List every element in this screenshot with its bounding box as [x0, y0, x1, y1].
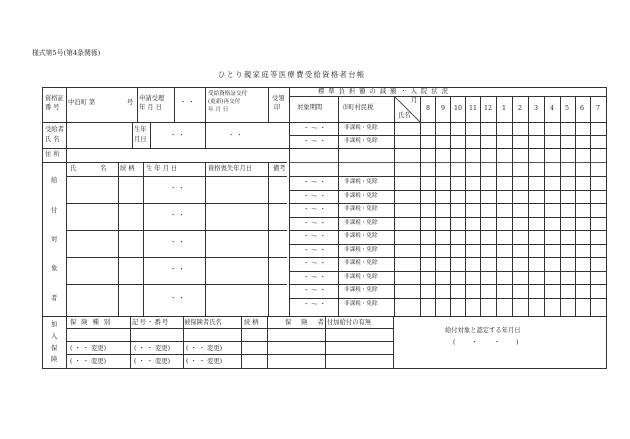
beneficiary-birth-date: ・ ・ [170, 239, 185, 246]
month-col: 1 [502, 105, 507, 112]
tax-value: 非課税・免除 [344, 193, 378, 199]
period-value: ・ ～ ・ [303, 260, 326, 267]
period-header: 対象期間 [297, 104, 323, 111]
benefit-date-label: 給付対象と認定する年月日 [445, 327, 521, 334]
tax-value: 非課税・免除 [344, 247, 378, 253]
birth-label-2: 月日 [134, 136, 147, 143]
birth-label: 生年 [134, 126, 147, 133]
insurance-vlabel: 険 [51, 356, 58, 363]
tax-value: 非課税・免除 [344, 179, 378, 185]
tax-value: 非課税・免除 [344, 206, 378, 212]
birth-col-header: 生 年 月 日 [146, 165, 178, 172]
insurance-change: ( ・ ・ 変更) [70, 345, 107, 352]
month-col: 11 [469, 105, 478, 112]
receipt-label-2: 印 [274, 104, 281, 111]
insurance-type-header: 保 険 種 別 [70, 319, 112, 326]
month-header: 月 [411, 97, 418, 104]
tax-value: 非課税・免除 [344, 260, 378, 266]
month-col: 8 [426, 105, 431, 112]
insurance-change: ( ・ ・ 変更) [70, 358, 107, 365]
beneficiary-birth-date: ・ ・ [170, 185, 185, 192]
month-col: 5 [565, 105, 570, 112]
loss-col-header: 資格喪失年月日 [208, 165, 253, 172]
insurance-code-header: 記号・番号 [132, 319, 170, 326]
month-col: 3 [534, 105, 539, 112]
receipt-label: 受領 [272, 95, 285, 102]
tax-value: 非課税・免除 [344, 233, 378, 239]
tax-value: 非課税・免除 [344, 138, 378, 144]
cert-no-label-2: 番 号 [45, 104, 60, 111]
period-value: ・ ～ ・ [303, 125, 326, 132]
recipient-birth-date: ・ ・ [170, 132, 185, 139]
form-title: ひとり親家庭等医療費受給資格者台帳 [218, 70, 366, 79]
insurance-vlabel: 入 [51, 333, 58, 340]
month-col: 10 [454, 105, 463, 112]
town-prefix: 中泊町 第 [68, 99, 96, 106]
beneficiary-vlabel: 象 [51, 265, 58, 272]
period-value: ・ ～ ・ [303, 206, 326, 213]
reissue-label: 受給資格証交付 [208, 91, 248, 97]
insurance-change: ( ・ ・ 変更) [186, 345, 223, 352]
recipient-label: 受給者 [45, 126, 64, 133]
insured-name-header: 被保険者氏名 [184, 319, 222, 326]
tax-value: 非課税・免除 [344, 125, 378, 131]
name-col-header: 氏 名 [70, 165, 107, 172]
period-value: ・ ～ ・ [303, 287, 326, 294]
benefit-date-value: ( ・ ・ ) [453, 339, 519, 346]
form-code: 様式第5号(第4条関係) [32, 49, 101, 57]
insurance-vlabel: 保 [51, 345, 58, 352]
insurance-change: ( ・ ・ 変更) [134, 358, 171, 365]
address-label: 住 所 [45, 151, 60, 158]
beneficiary-vlabel: 者 [51, 295, 58, 302]
insurance-change: ( ・ ・ 変更) [186, 358, 223, 365]
period-value: ・ ～ ・ [303, 138, 326, 145]
reissue-label-2: (更新)再交付 [208, 99, 241, 105]
month-col: 7 [596, 105, 601, 112]
month-col: 4 [550, 105, 555, 112]
insurance-vlabel: 加 [51, 321, 58, 328]
insurance-change: ( ・ ・ 変更) [134, 345, 171, 352]
period-value: ・ ～ ・ [303, 247, 326, 254]
tax-value: 非課税・免除 [344, 301, 378, 307]
recipient-label-2: 氏 名 [45, 136, 60, 143]
reissue-label-3: 年 月 日 [208, 107, 229, 113]
name-header: 氏名 [398, 112, 411, 119]
period-value: ・ ～ ・ [303, 301, 326, 308]
apply-label: 申請受理 [139, 95, 165, 102]
tax-value: 非課税・免除 [344, 287, 378, 293]
beneficiary-birth-date: ・ ・ [170, 295, 185, 302]
month-col: 9 [441, 105, 446, 112]
period-value: ・ ～ ・ [303, 274, 326, 281]
beneficiary-birth-date: ・ ・ [170, 212, 185, 219]
cert-no-label: 資格証 [45, 95, 64, 102]
period-value: ・ ～ ・ [303, 233, 326, 240]
apply-date: ・ ・ [180, 99, 195, 106]
period-value: ・ ～ ・ [303, 220, 326, 227]
beneficiary-birth-date: ・ ・ [170, 266, 185, 273]
tax-value: 非課税・免除 [344, 274, 378, 280]
recipient-extra-date: ・ ・ [228, 132, 243, 139]
beneficiary-vlabel: 給 [51, 177, 58, 184]
burden-title: 標 準 負 担 額 の 減 額 ・ 入 院 状 況 [318, 88, 449, 95]
beneficiary-vlabel: 対 [51, 236, 58, 243]
insurer-header: 保 険 者 [285, 319, 324, 326]
relation-col-header: 続 柄 [120, 165, 135, 172]
month-col: 12 [484, 105, 493, 112]
note-col-header: 備考 [273, 165, 286, 172]
month-col: 2 [518, 105, 523, 112]
tax-header: 市町村民税 [342, 104, 374, 111]
tax-value: 非課税・免除 [344, 220, 378, 226]
benefit-header: 付加給付の有無 [327, 319, 372, 326]
period-value: ・ ～ ・ [303, 179, 326, 186]
beneficiary-vlabel: 付 [51, 207, 58, 214]
apply-label-2: 年 月 日 [139, 104, 162, 111]
month-col: 6 [580, 105, 585, 112]
number-suffix: 号 [127, 99, 134, 106]
period-value: ・ ～ ・ [303, 193, 326, 200]
insurance-relation-header: 続 柄 [244, 319, 259, 326]
